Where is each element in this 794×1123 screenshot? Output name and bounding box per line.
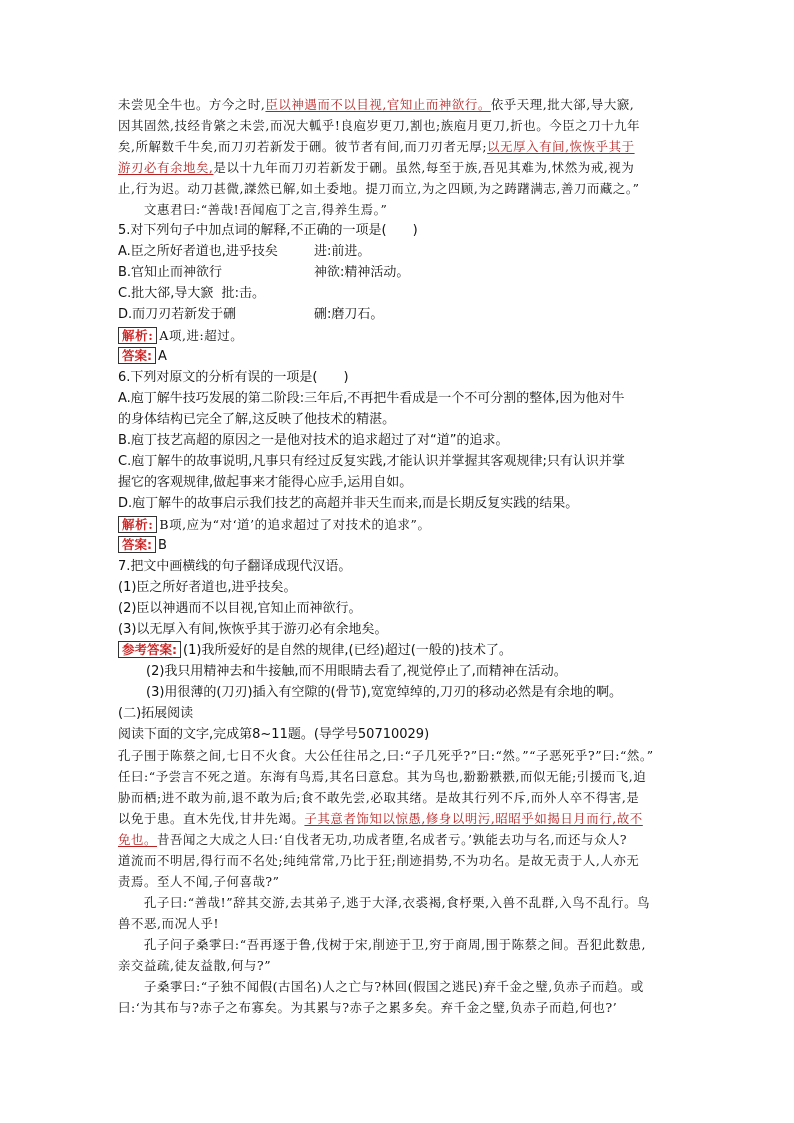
option-text: C.批大郤,导大窾 [118,286,214,301]
passage-text: 昔吾闻之大成之人曰:‘自伐者无功,功成者堕,名成者亏。’孰能去功与名,而还与众人? [156,832,628,847]
question-stem: 5.对下列句子中加点词的解释,不正确的一项是( ) [118,223,418,238]
option-gloss: 神欲:精神活动。 [314,265,410,280]
underlined-sentence: 免也。 [118,832,157,847]
analysis-line [118,514,686,535]
underlined-sentence: 臣以神遇而不以目视,官知止而神欲行。 [265,97,491,112]
question-7 [118,556,686,703]
option-text: D.而刀刃若新发于硎 [118,307,237,322]
passage-text: 依乎天理,批大郤,导大窾, [490,97,635,112]
question-5 [118,220,686,367]
answer-label: 答案: [118,536,156,553]
passage-line: 孔子围于陈蔡之间,七日不火食。大公任往吊之,曰:“子几死乎?”曰:“然。”“子恶死乎?”曰:“然。” [118,748,654,763]
option-line: D.庖丁解牛的故事启示我们技艺的高超并非天生而来,而是长期反复实践的结果。 [118,496,579,511]
analysis-label: 解析: [118,516,157,533]
passage-line [118,808,686,829]
option-d [118,304,686,325]
analysis-text: B项,应为“对‘道’的追求超过了对技术的追求”。 [159,517,431,532]
answer-line [118,535,686,556]
section-title: (二)拓展阅读 [118,706,194,721]
option-line: A.庖丁解牛技巧发展的第二阶段:三年后,不再把牛看成是一个不可分割的整体,因为他对牛 [118,391,625,406]
passage-line [118,94,686,115]
analysis-text: A项,进:超过。 [159,328,244,343]
passage-line: 责焉。至人不闻,子何喜哉?” [118,874,280,889]
section-extended-reading [118,703,686,745]
option-text: B.官知止而神欲行 [118,265,223,280]
passage-line [118,829,686,850]
passage-line [118,157,686,178]
underlined-sentence: 以无厚入有间,恢恢乎其于 [487,139,635,154]
answer-line [118,346,686,367]
option-line: 握它的客观规律,做起事来才能得心应手,运用自如。 [118,475,413,490]
passage-text: 以免于患。直木先伐,甘井先竭。 [118,811,305,826]
answer-text: B [158,538,167,553]
question-item: (2)臣以神遇而不以目视,官知止而神欲行。 [118,601,362,616]
option-text: A.臣之所好者道也,进乎技矣 [118,244,278,259]
option-gloss: 批:击。 [221,286,265,301]
answer-text: (1)我所爱好的是自然的规律,(已经)超过(一般的)技术了。 [183,643,512,658]
passage-line: 孔子曰:“善哉!”辞其交游,去其弟子,逃于大泽,衣裘褐,食杼栗,入兽不乱群,入鸟不乱行。鸟 [144,895,651,910]
question-item: (3)以无厚入有间,恢恢乎其于游刃必有余地矣。 [118,622,388,637]
passage-line: 任曰:“予尝言不死之道。东海有鸟焉,其名曰意怠。其为鸟也,翂翂翐翐,而似无能;引援而飞,迫 [118,769,647,784]
passage-line [118,136,686,157]
question-stem: 6.下列对原文的分析有误的一项是( ) [118,370,349,385]
passage-two [118,745,686,1018]
document-content [118,94,686,1018]
passage-text: 是以十九年而刀刃若新发于硎。虽然,每至于族,吾见其难为,怵然为戒,视为 [213,160,635,175]
analysis-label: 解析: [118,327,157,344]
option-c [118,283,686,304]
reference-answer-line [118,640,686,661]
passage-line: 因其固然,技经肯綮之未尝,而况大軱乎!良庖岁更刀,割也;族庖月更刀,折也。今臣之刀十九年 [118,118,641,133]
section-intro: 阅读下面的文字,完成第8~11题。(导学号50710029) [118,727,430,742]
passage-line: 胁而栖;进不敢为前,退不敢为后;食不敢先尝,必取其绪。是故其行列不斥,而外人卒不得害,是 [118,790,640,805]
option-b [118,262,686,283]
passage-line: 文惠君曰:“善哉!吾闻庖丁之言,得养生焉。” [144,202,388,217]
passage-line: 兽不恶,而况人乎! [118,916,220,931]
question-item: (1)臣之所好者道也,进乎技矣。 [118,580,297,595]
option-gloss: 硎:磨刀石。 [314,307,384,322]
passage-line: 曰:‘为其布与?赤子之布寡矣。为其累与?赤子之累多矣。弃千金之璧,负赤子而趋,何也?’ [118,1000,618,1015]
question-stem: 7.把文中画横线的句子翻译成现代汉语。 [118,559,352,574]
option-line: 的身体结构已完全了解,这反映了他技术的精湛。 [118,412,396,427]
passage-line: 孔子问子桑雽曰:“吾再逐于鲁,伐树于宋,削迹于卫,穷于商周,围于陈蔡之间。吾犯此数患, [144,937,647,952]
question-6 [118,367,686,556]
option-line: C.庖丁解牛的故事说明,凡事只有经过反复实践,才能认识并掌握其客观规律;只有认识并掌 [118,454,625,469]
passage-line: 亲交益疏,徒友益散,何与?” [118,958,272,973]
passage-line: 子桑雽曰:“子独不闻假(古国名)人之亡与?林回(假国之逃民)弃千金之璧,负赤子而趋。或 [144,979,644,994]
passage-line: 止,行为迟。动刀甚微,謋然已解,如土委地。提刀而立,为之四顾,为之踌躇满志,善刀而藏之。” [118,181,640,196]
option-line: B.庖丁技艺高超的原因之一是他对技术的追求超过了对“道”的追求。 [118,433,509,448]
reference-answer-line: (2)我只用精神去和牛接触,而不用眼睛去看了,视觉停止了,而精神在活动。 [146,664,567,679]
analysis-line [118,325,686,346]
underlined-sentence: 游刃必有余地矣, [118,160,214,175]
underlined-sentence: 子其意者饰知以惊愚,修身以明污,昭昭乎如揭日月而行,故不 [304,811,643,826]
passage-text: 未尝见全牛也。方今之时, [118,97,266,112]
reference-answer-line: (3)用很薄的(刀刃)插入有空隙的(骨节),宽宽绰绰的,刀刃的移动必然是有余地的啊。 [146,685,622,700]
answer-label: 答案: [118,347,156,364]
reference-answer-label: 参考答案: [118,641,181,658]
answer-text: A [158,349,167,364]
passage-line: 道流而不明居,得行而不名处;纯纯常常,乃比于狂;削迹捐势,不为功名。是故无责于人,人亦无 [118,853,640,868]
passage-one [118,94,686,220]
option-gloss: 进:前进。 [314,244,371,259]
passage-text: 矣,所解数千牛矣,而刀刃若新发于硎。彼节者有间,而刀刃者无厚; [118,139,488,154]
option-a [118,241,686,262]
